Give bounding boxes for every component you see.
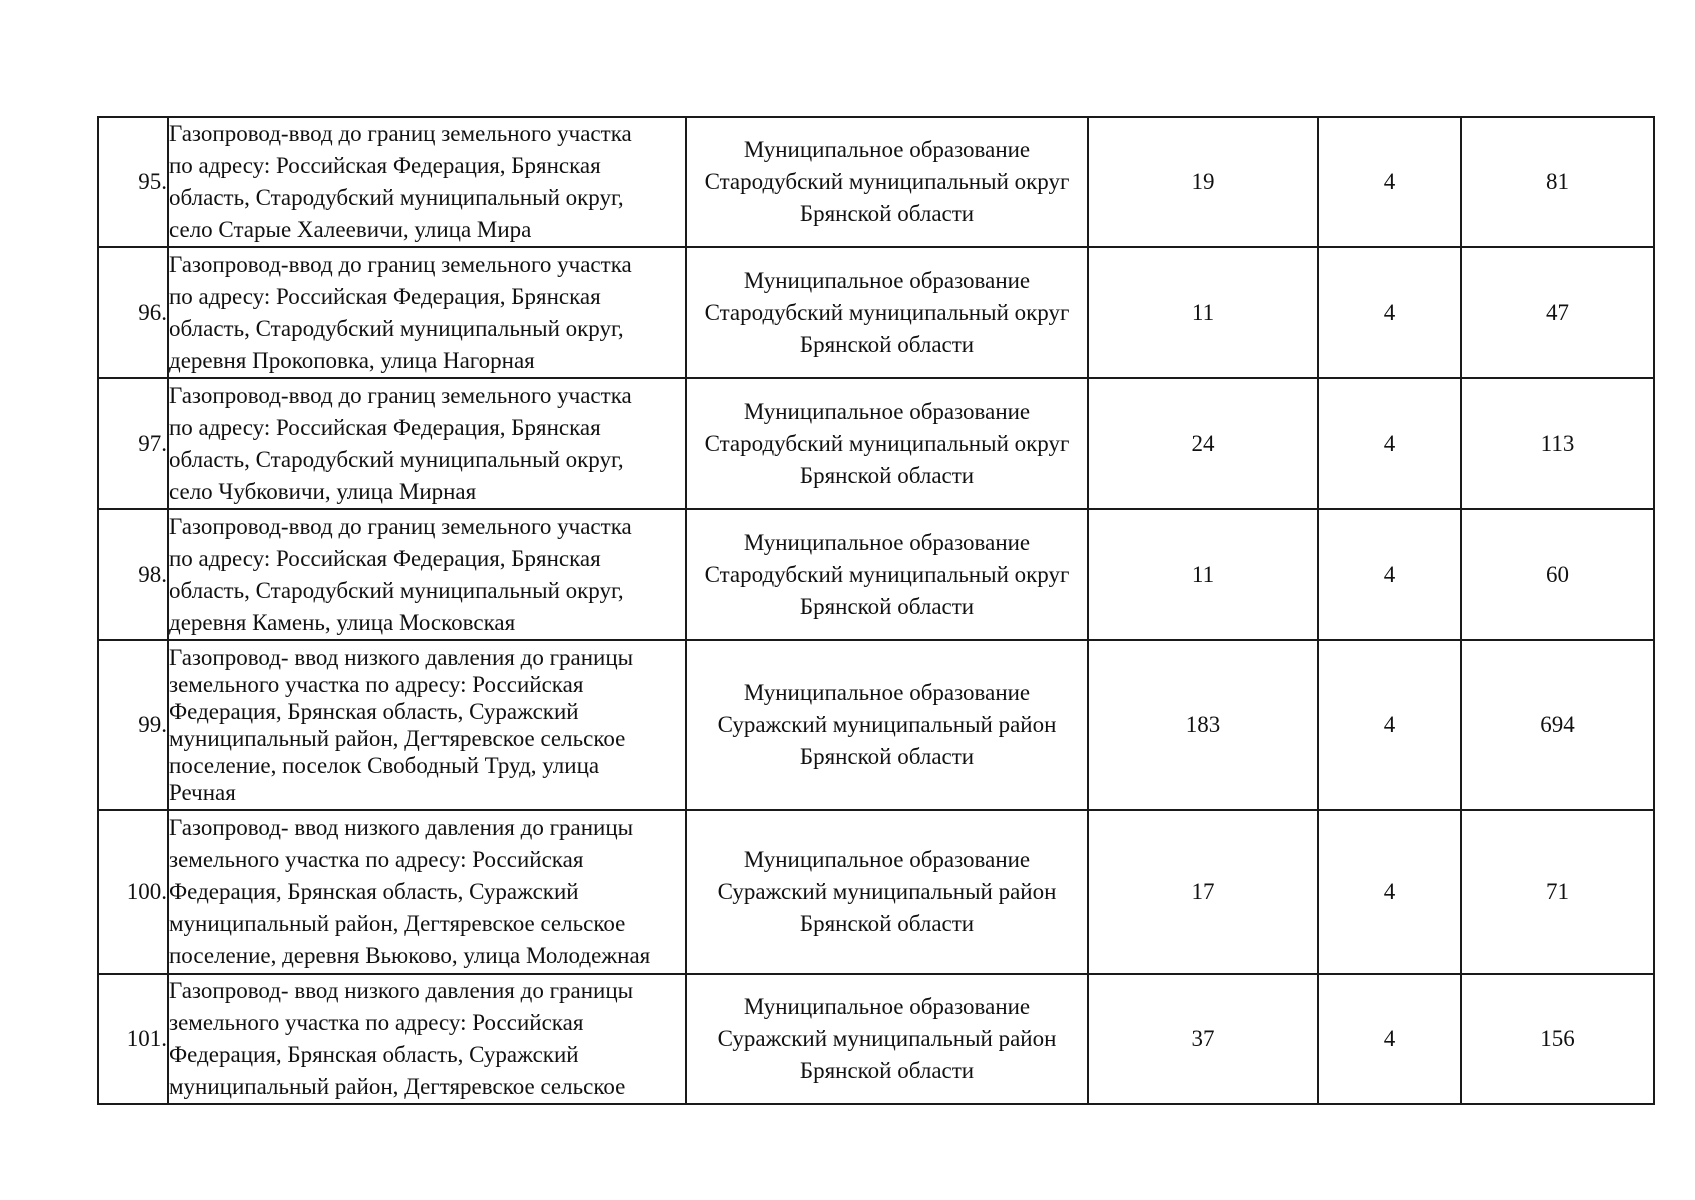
value-col6: 113 xyxy=(1461,378,1654,509)
municipality-line: Муниципальное образование xyxy=(743,994,1031,1019)
municipality xyxy=(686,378,1088,509)
municipality xyxy=(686,509,1088,640)
table-body xyxy=(98,117,1654,1104)
value-col5: 4 xyxy=(1318,378,1461,509)
value-col6: 156 xyxy=(1461,974,1654,1104)
municipality-line: Суражский муниципальный район xyxy=(717,1026,1057,1051)
municipality-line: Муниципальное образование xyxy=(743,529,1031,555)
table-row xyxy=(98,509,1654,640)
municipality-line: Брянской области xyxy=(799,911,975,936)
object-description xyxy=(168,117,686,247)
row-number: 96. xyxy=(98,247,168,378)
value-col4: 17 xyxy=(1088,810,1318,974)
value-col4: 24 xyxy=(1088,378,1318,509)
municipality-line: Суражский муниципальный район xyxy=(717,712,1057,737)
description-line: по адресу: Российская Федерация, Брянская xyxy=(169,414,601,440)
description-line: земельного участка по адресу: Российская xyxy=(169,847,584,872)
value-col4: 11 xyxy=(1088,247,1318,378)
municipality xyxy=(686,974,1088,1104)
description-line: земельного участка по адресу: Российская xyxy=(169,672,584,697)
table-row xyxy=(98,117,1654,247)
description-line: Федерация, Брянская область, Суражский xyxy=(169,699,579,724)
value-col4: 183 xyxy=(1088,640,1318,810)
value-col6: 81 xyxy=(1461,117,1654,247)
value-col4: 11 xyxy=(1088,509,1318,640)
municipality-line: Стародубский муниципальный округ xyxy=(704,561,1070,587)
municipality-line: Стародубский муниципальный округ xyxy=(704,430,1070,456)
municipality-line: Суражский муниципальный район xyxy=(717,879,1057,904)
description-line: область, Стародубский муниципальный округ, xyxy=(169,577,624,603)
description-line: поселение, деревня Вьюково, улица Молодежная xyxy=(169,943,651,968)
description-line: Газопровод-ввод до границ земельного участка xyxy=(169,121,632,146)
description-line: деревня Камень, улица Московская xyxy=(169,609,516,635)
municipality-line: Брянской области xyxy=(799,593,975,619)
value-col5: 4 xyxy=(1318,974,1461,1104)
object-description xyxy=(168,509,686,640)
description-line: область, Стародубский муниципальный округ, xyxy=(169,185,624,210)
description-line: Федерация, Брянская область, Суражский xyxy=(169,879,579,904)
municipality-line: Брянской области xyxy=(799,462,975,488)
description-line: область, Стародубский муниципальный округ, xyxy=(169,315,624,341)
municipality-line: Муниципальное образование xyxy=(743,267,1031,293)
description-line: Газопровод-ввод до границ земельного участка xyxy=(169,513,632,539)
description-line: Газопровод- ввод низкого давления до границы xyxy=(169,645,634,670)
municipality xyxy=(686,640,1088,810)
description-line: земельного участка по адресу: Российская xyxy=(169,1010,584,1035)
municipality xyxy=(686,117,1088,247)
value-col6: 60 xyxy=(1461,509,1654,640)
municipality-line: Брянской области xyxy=(799,744,975,769)
object-description xyxy=(168,640,686,810)
value-col6: 694 xyxy=(1461,640,1654,810)
description-line: область, Стародубский муниципальный округ, xyxy=(169,446,624,472)
municipality-line: Стародубский муниципальный округ xyxy=(704,299,1070,325)
object-description xyxy=(168,810,686,974)
value-col5: 4 xyxy=(1318,117,1461,247)
description-line: Речная xyxy=(169,780,236,805)
description-line: по адресу: Российская Федерация, Брянская xyxy=(169,153,601,178)
row-number: 101. xyxy=(98,974,168,1104)
description-line: Газопровод- ввод низкого давления до границы xyxy=(169,978,634,1003)
municipality-line: Муниципальное образование xyxy=(743,398,1031,424)
municipality-line: Брянской области xyxy=(799,201,975,226)
value-col5: 4 xyxy=(1318,810,1461,974)
object-description xyxy=(168,378,686,509)
description-line: Газопровод-ввод до границ земельного участка xyxy=(169,251,632,277)
description-line: Газопровод- ввод низкого давления до границы xyxy=(169,815,634,840)
description-line: по адресу: Российская Федерация, Брянская xyxy=(169,545,601,571)
description-line: Газопровод-ввод до границ земельного участка xyxy=(169,382,632,408)
value-col6: 47 xyxy=(1461,247,1654,378)
description-line: деревня Прокоповка, улица Нагорная xyxy=(169,347,535,373)
municipality xyxy=(686,247,1088,378)
row-number: 100. xyxy=(98,810,168,974)
municipality-line: Муниципальное образование xyxy=(743,137,1031,162)
municipality xyxy=(686,810,1088,974)
table-row xyxy=(98,974,1654,1104)
municipality-line: Брянской области xyxy=(799,1058,975,1083)
description-line: село Старые Халеевичи, улица Мира xyxy=(169,217,532,242)
value-col4: 19 xyxy=(1088,117,1318,247)
value-col5: 4 xyxy=(1318,509,1461,640)
row-number: 95. xyxy=(98,117,168,247)
row-number: 98. xyxy=(98,509,168,640)
row-number: 97. xyxy=(98,378,168,509)
description-line: муниципальный район, Дегтяревское сельское xyxy=(169,726,626,751)
description-line: Федерация, Брянская область, Суражский xyxy=(169,1042,579,1067)
table-row xyxy=(98,247,1654,378)
municipality-line: Муниципальное образование xyxy=(743,847,1031,872)
value-col4: 37 xyxy=(1088,974,1318,1104)
municipality-line: Брянской области xyxy=(799,331,975,357)
municipality-line: Муниципальное образование xyxy=(743,680,1031,705)
value-col5: 4 xyxy=(1318,640,1461,810)
row-number: 99. xyxy=(98,640,168,810)
value-col6: 71 xyxy=(1461,810,1654,974)
municipality-line: Стародубский муниципальный округ xyxy=(704,169,1070,194)
description-line: муниципальный район, Дегтяревское сельское xyxy=(169,1074,626,1099)
description-line: село Чубковичи, улица Мирная xyxy=(169,478,477,504)
object-description xyxy=(168,974,686,1104)
description-line: по адресу: Российская Федерация, Брянская xyxy=(169,283,601,309)
objects-table xyxy=(97,116,1655,1105)
table-row xyxy=(98,640,1654,810)
description-line: муниципальный район, Дегтяревское сельское xyxy=(169,911,626,936)
description-line: поселение, поселок Свободный Труд, улица xyxy=(169,753,600,778)
object-description xyxy=(168,247,686,378)
table-row xyxy=(98,378,1654,509)
table-row xyxy=(98,810,1654,974)
value-col5: 4 xyxy=(1318,247,1461,378)
